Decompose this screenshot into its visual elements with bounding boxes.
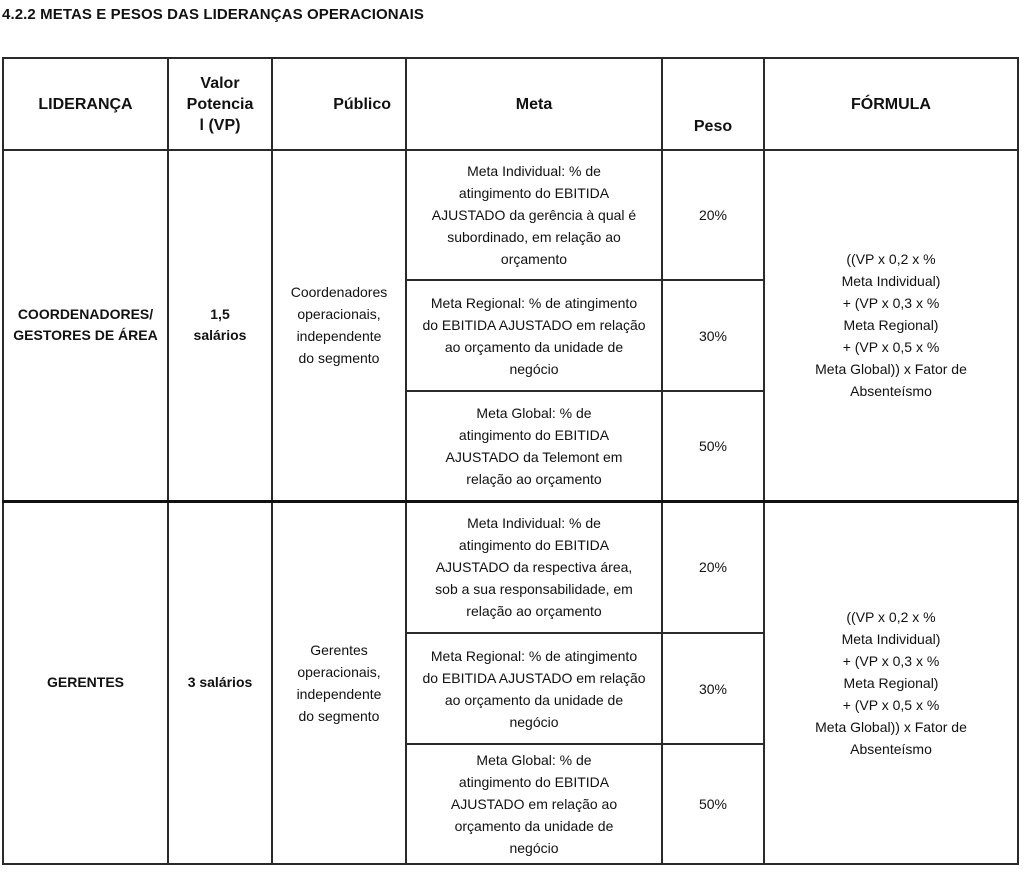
header-vp-line: Potencia (186, 95, 254, 113)
publico-line: do segmento (298, 350, 380, 367)
meta-line: do EBITIDA AJUSTADO em relação (422, 669, 646, 686)
meta-cell (406, 150, 662, 280)
meta-line: Meta Individual: % de (467, 163, 601, 179)
meta-line: AJUSTADO da gerência à qual é (431, 207, 637, 223)
section-title: 4.2.2 METAS E PESOS DAS LIDERANÇAS OPERACIONAIS (2, 6, 424, 23)
formula-line: Meta Individual) (841, 630, 941, 647)
publico-line: independente (296, 328, 382, 345)
formula-line: Meta Regional) (843, 317, 939, 334)
formula-line: Meta Individual) (841, 273, 941, 290)
meta-line: AJUSTADO em relação ao (450, 796, 618, 812)
vp-cell (168, 150, 272, 501)
peso-cell: 20% (662, 501, 764, 633)
meta-line: Meta Regional: % de atingimento (430, 294, 638, 311)
formula-line: Meta Regional) (843, 674, 939, 691)
meta-line: relação ao orçamento (466, 470, 602, 487)
formula-cell (764, 150, 1018, 501)
formula-line: Absenteísmo (850, 383, 932, 400)
meta-line: orçamento da unidade de (454, 818, 614, 834)
meta-line: negócio (509, 840, 559, 856)
meta-cell (406, 280, 662, 391)
header-lideranca: LIDERANÇA (3, 58, 168, 150)
meta-line: negócio (509, 360, 559, 377)
vp-line: 3 salários (187, 674, 253, 691)
header-formula: FÓRMULA (764, 58, 1018, 150)
meta-cell (406, 633, 662, 744)
meta-cell (406, 744, 662, 864)
meta-line: subordinado, em relação ao (447, 229, 621, 245)
publico-cell (272, 501, 406, 864)
meta-line: ao orçamento da unidade de (444, 338, 624, 355)
vp-cell (168, 501, 272, 864)
table-row (3, 501, 1018, 633)
meta-cell (406, 391, 662, 501)
meta-line: AJUSTADO da Telemont em (445, 448, 623, 465)
header-vp (168, 58, 272, 150)
formula-line: + (VP x 0,3 x % (842, 652, 940, 669)
meta-line: ao orçamento da unidade de (444, 691, 624, 708)
meta-line: negócio (509, 713, 559, 730)
publico-line: operacionais, (297, 663, 381, 680)
lideranca-line: GESTORES DE ÁREA (13, 327, 158, 344)
header-publico: Público (272, 58, 406, 150)
publico-line: operacionais, (297, 306, 381, 323)
meta-line: atingimento do EBITIDA (458, 537, 610, 554)
peso-cell: 50% (662, 391, 764, 501)
publico-line: Coordenadores (290, 284, 388, 301)
table-row (3, 150, 1018, 280)
meta-line: Meta Global: % de (476, 404, 592, 421)
lideranca-cell (3, 150, 168, 501)
publico-cell (272, 150, 406, 501)
peso-cell: 20% (662, 150, 764, 280)
meta-line: atingimento do EBITIDA (458, 774, 610, 790)
meta-cell (406, 501, 662, 633)
formula-line: ((VP x 0,2 x % (846, 608, 936, 625)
formula-line: Absenteísmo (850, 740, 932, 757)
meta-line: sob a sua responsabilidade, em (435, 581, 633, 598)
meta-line: Meta Individual: % de (467, 515, 601, 532)
formula-line: + (VP x 0,3 x % (842, 295, 940, 312)
lideranca-cell (3, 501, 168, 864)
header-meta: Meta (406, 58, 662, 150)
formula-line: + (VP x 0,5 x % (842, 339, 940, 356)
peso-cell: 30% (662, 280, 764, 391)
meta-line: AJUSTADO da respectiva área, (435, 559, 633, 576)
publico-line: Gerentes (310, 641, 368, 658)
formula-line: ((VP x 0,2 x % (846, 251, 936, 268)
header-row (3, 58, 1018, 150)
meta-line: do EBITIDA AJUSTADO em relação (422, 316, 646, 333)
formula-line: Meta Global)) x Fator de (815, 718, 967, 735)
lideranca-line: COORDENADORES/ (17, 306, 154, 323)
vp-line: 1,5 (210, 306, 230, 323)
meta-line: Meta Global: % de (476, 752, 592, 768)
meta-line: Meta Regional: % de atingimento (430, 647, 638, 664)
vp-line: salários (193, 327, 247, 344)
header-peso: Peso (662, 58, 764, 150)
meta-line: atingimento do EBITIDA (458, 426, 610, 443)
header-vp-line: Valor (200, 74, 240, 92)
peso-cell: 30% (662, 633, 764, 744)
formula-line: Meta Global)) x Fator de (815, 361, 967, 378)
meta-line: orçamento (500, 251, 568, 267)
lideranca-line: GERENTES (46, 674, 124, 691)
meta-line: atingimento do EBITIDA (458, 185, 610, 201)
publico-line: independente (296, 685, 382, 702)
meta-line: relação ao orçamento (466, 603, 602, 620)
formula-cell (764, 501, 1018, 864)
peso-cell: 50% (662, 744, 764, 864)
metas-table (2, 57, 1019, 865)
formula-line: + (VP x 0,5 x % (842, 696, 940, 713)
header-vp-line: l (VP) (199, 116, 241, 134)
publico-line: do segmento (298, 707, 380, 724)
